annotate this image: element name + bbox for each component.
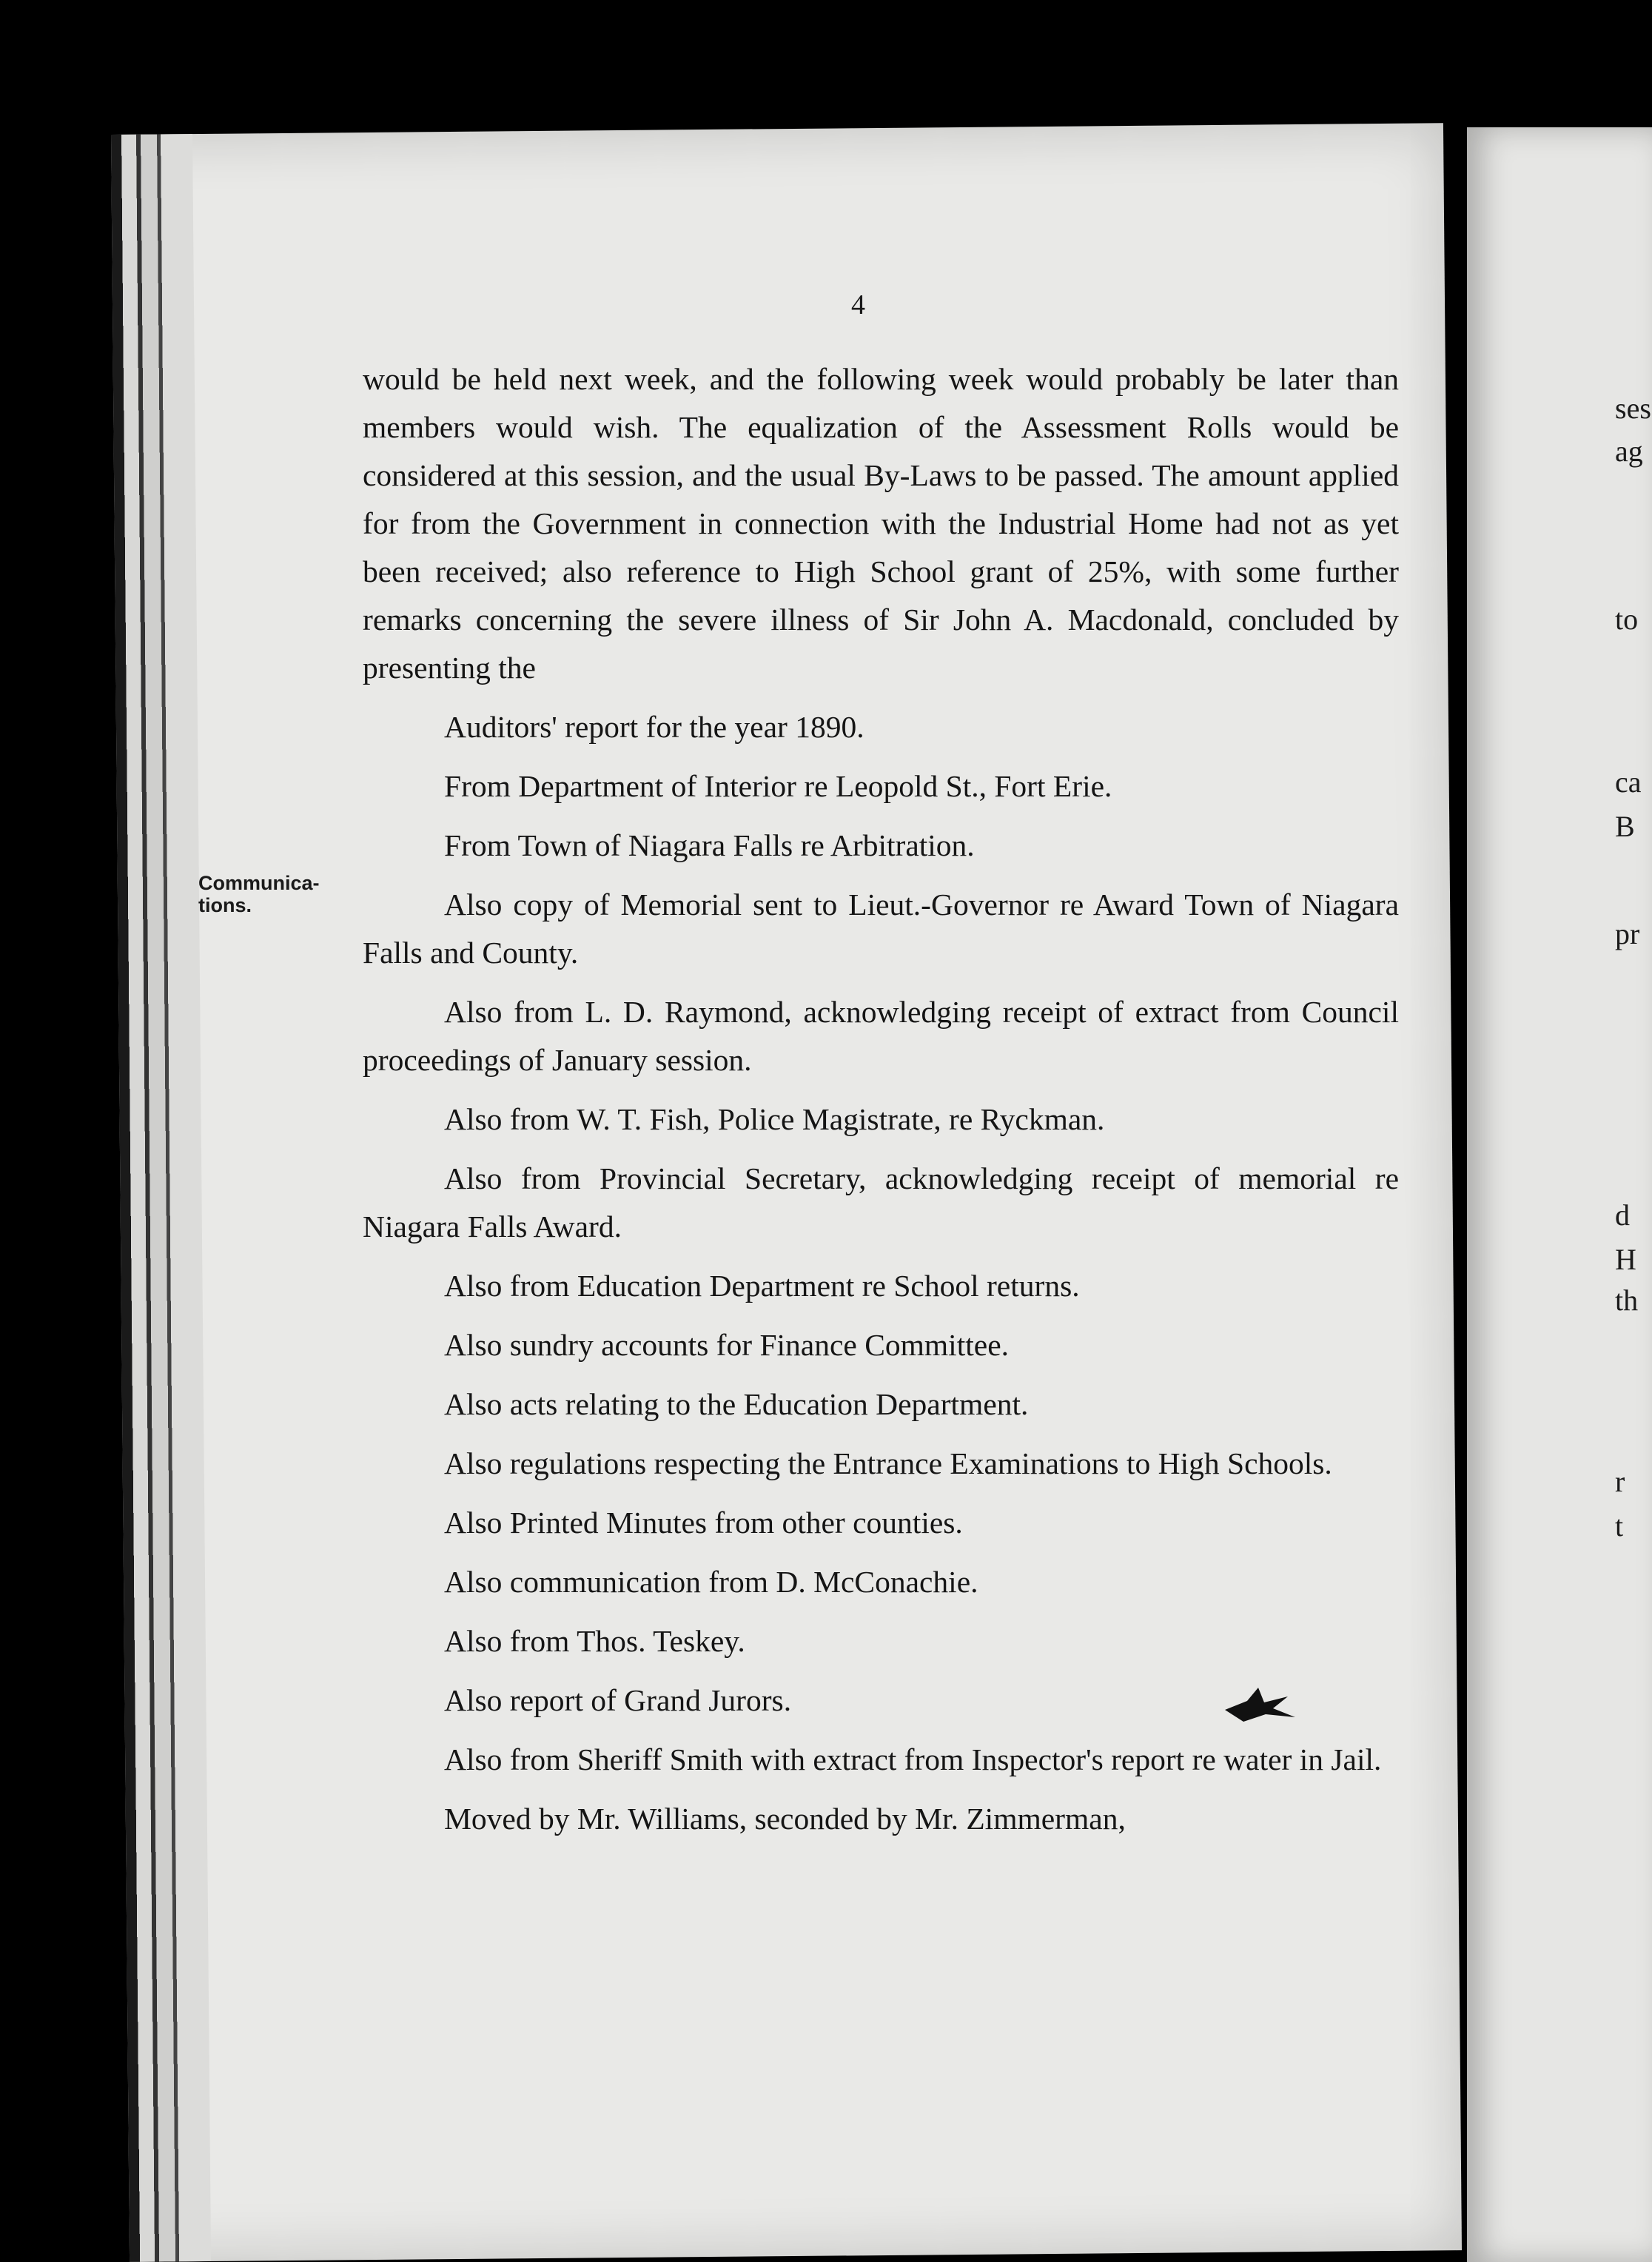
list-item: Also sundry accounts for Finance Committee. bbox=[444, 1328, 1009, 1362]
right-fragment: to bbox=[1615, 603, 1639, 636]
right-fragment: r bbox=[1615, 1465, 1625, 1498]
list-item: From Town of Niagara Falls re Arbitration. bbox=[444, 828, 975, 862]
list-item: Also acts relating to the Education Department. bbox=[444, 1387, 1029, 1421]
list-item: Also from Provincial Secretary, acknowledging receipt of memorial re Niagara Falls Award. bbox=[363, 1161, 1399, 1244]
ink-blot-icon bbox=[1221, 1680, 1303, 1725]
list-item: Also regulations respecting the Entrance Examinations to High Schools. bbox=[444, 1446, 1332, 1480]
right-fragment: ag bbox=[1615, 434, 1643, 468]
right-fragment: th bbox=[1615, 1283, 1639, 1317]
list-item: Also communication from D. McConachie. bbox=[444, 1565, 978, 1599]
right-page-fragment bbox=[1467, 127, 1652, 2262]
list-item: Auditors' report for the year 1890. bbox=[444, 710, 864, 744]
right-fragment: pr bbox=[1615, 917, 1640, 950]
margin-note bbox=[198, 872, 320, 916]
right-fragment: B bbox=[1615, 810, 1635, 843]
list-item: Moved by Mr. Williams, seconded by Mr. Zimmerman, bbox=[444, 1802, 1126, 1836]
list-item: Also copy of Memorial sent to Lieut.-Governor re Award Town of Niagara Falls and County. bbox=[363, 887, 1399, 970]
right-fragment: t bbox=[1615, 1509, 1624, 1543]
opening-paragraph: would be held next week, and the following week would probably be later than members would wish. The equalization of the Assessment Rolls would be considered at this session, and the usual By-Laws to be passed. The amount applied for from the Government in connection with the Industrial Home had not as yet been received; also reference to High School grant of 25%, with some further remarks concerning the severe illness of Sir John A. Macdonald, concluded by presenting the bbox=[363, 362, 1399, 685]
page-binding-edge bbox=[111, 134, 211, 2262]
list-item: Also from W. T. Fish, Police Magistrate, re Ryckman. bbox=[444, 1102, 1105, 1136]
list-item: From Department of Interior re Leopold St., Fort Erie. bbox=[444, 769, 1112, 803]
right-fragment: ca bbox=[1615, 765, 1642, 799]
margin-note-text: Communica- tions. bbox=[198, 872, 320, 916]
right-fragment: H bbox=[1615, 1243, 1636, 1276]
list-item: Also from L. D. Raymond, acknowledging receipt of extract from Council proceedings of January session. bbox=[363, 995, 1399, 1077]
right-fragment: d bbox=[1615, 1198, 1630, 1232]
body-text bbox=[363, 355, 1399, 1843]
page-number: 4 bbox=[851, 289, 865, 320]
right-fragment: ses bbox=[1615, 392, 1651, 425]
list-item: Also report of Grand Jurors. bbox=[444, 1683, 792, 1717]
list-item: Also from Sheriff Smith with extract from Inspector's report re water in Jail. bbox=[444, 1742, 1382, 1776]
list-item: Also from Thos. Teskey. bbox=[444, 1624, 745, 1658]
list-item: Also from Education Department re School returns. bbox=[444, 1269, 1080, 1303]
list-item: Also Printed Minutes from other counties. bbox=[444, 1506, 963, 1540]
